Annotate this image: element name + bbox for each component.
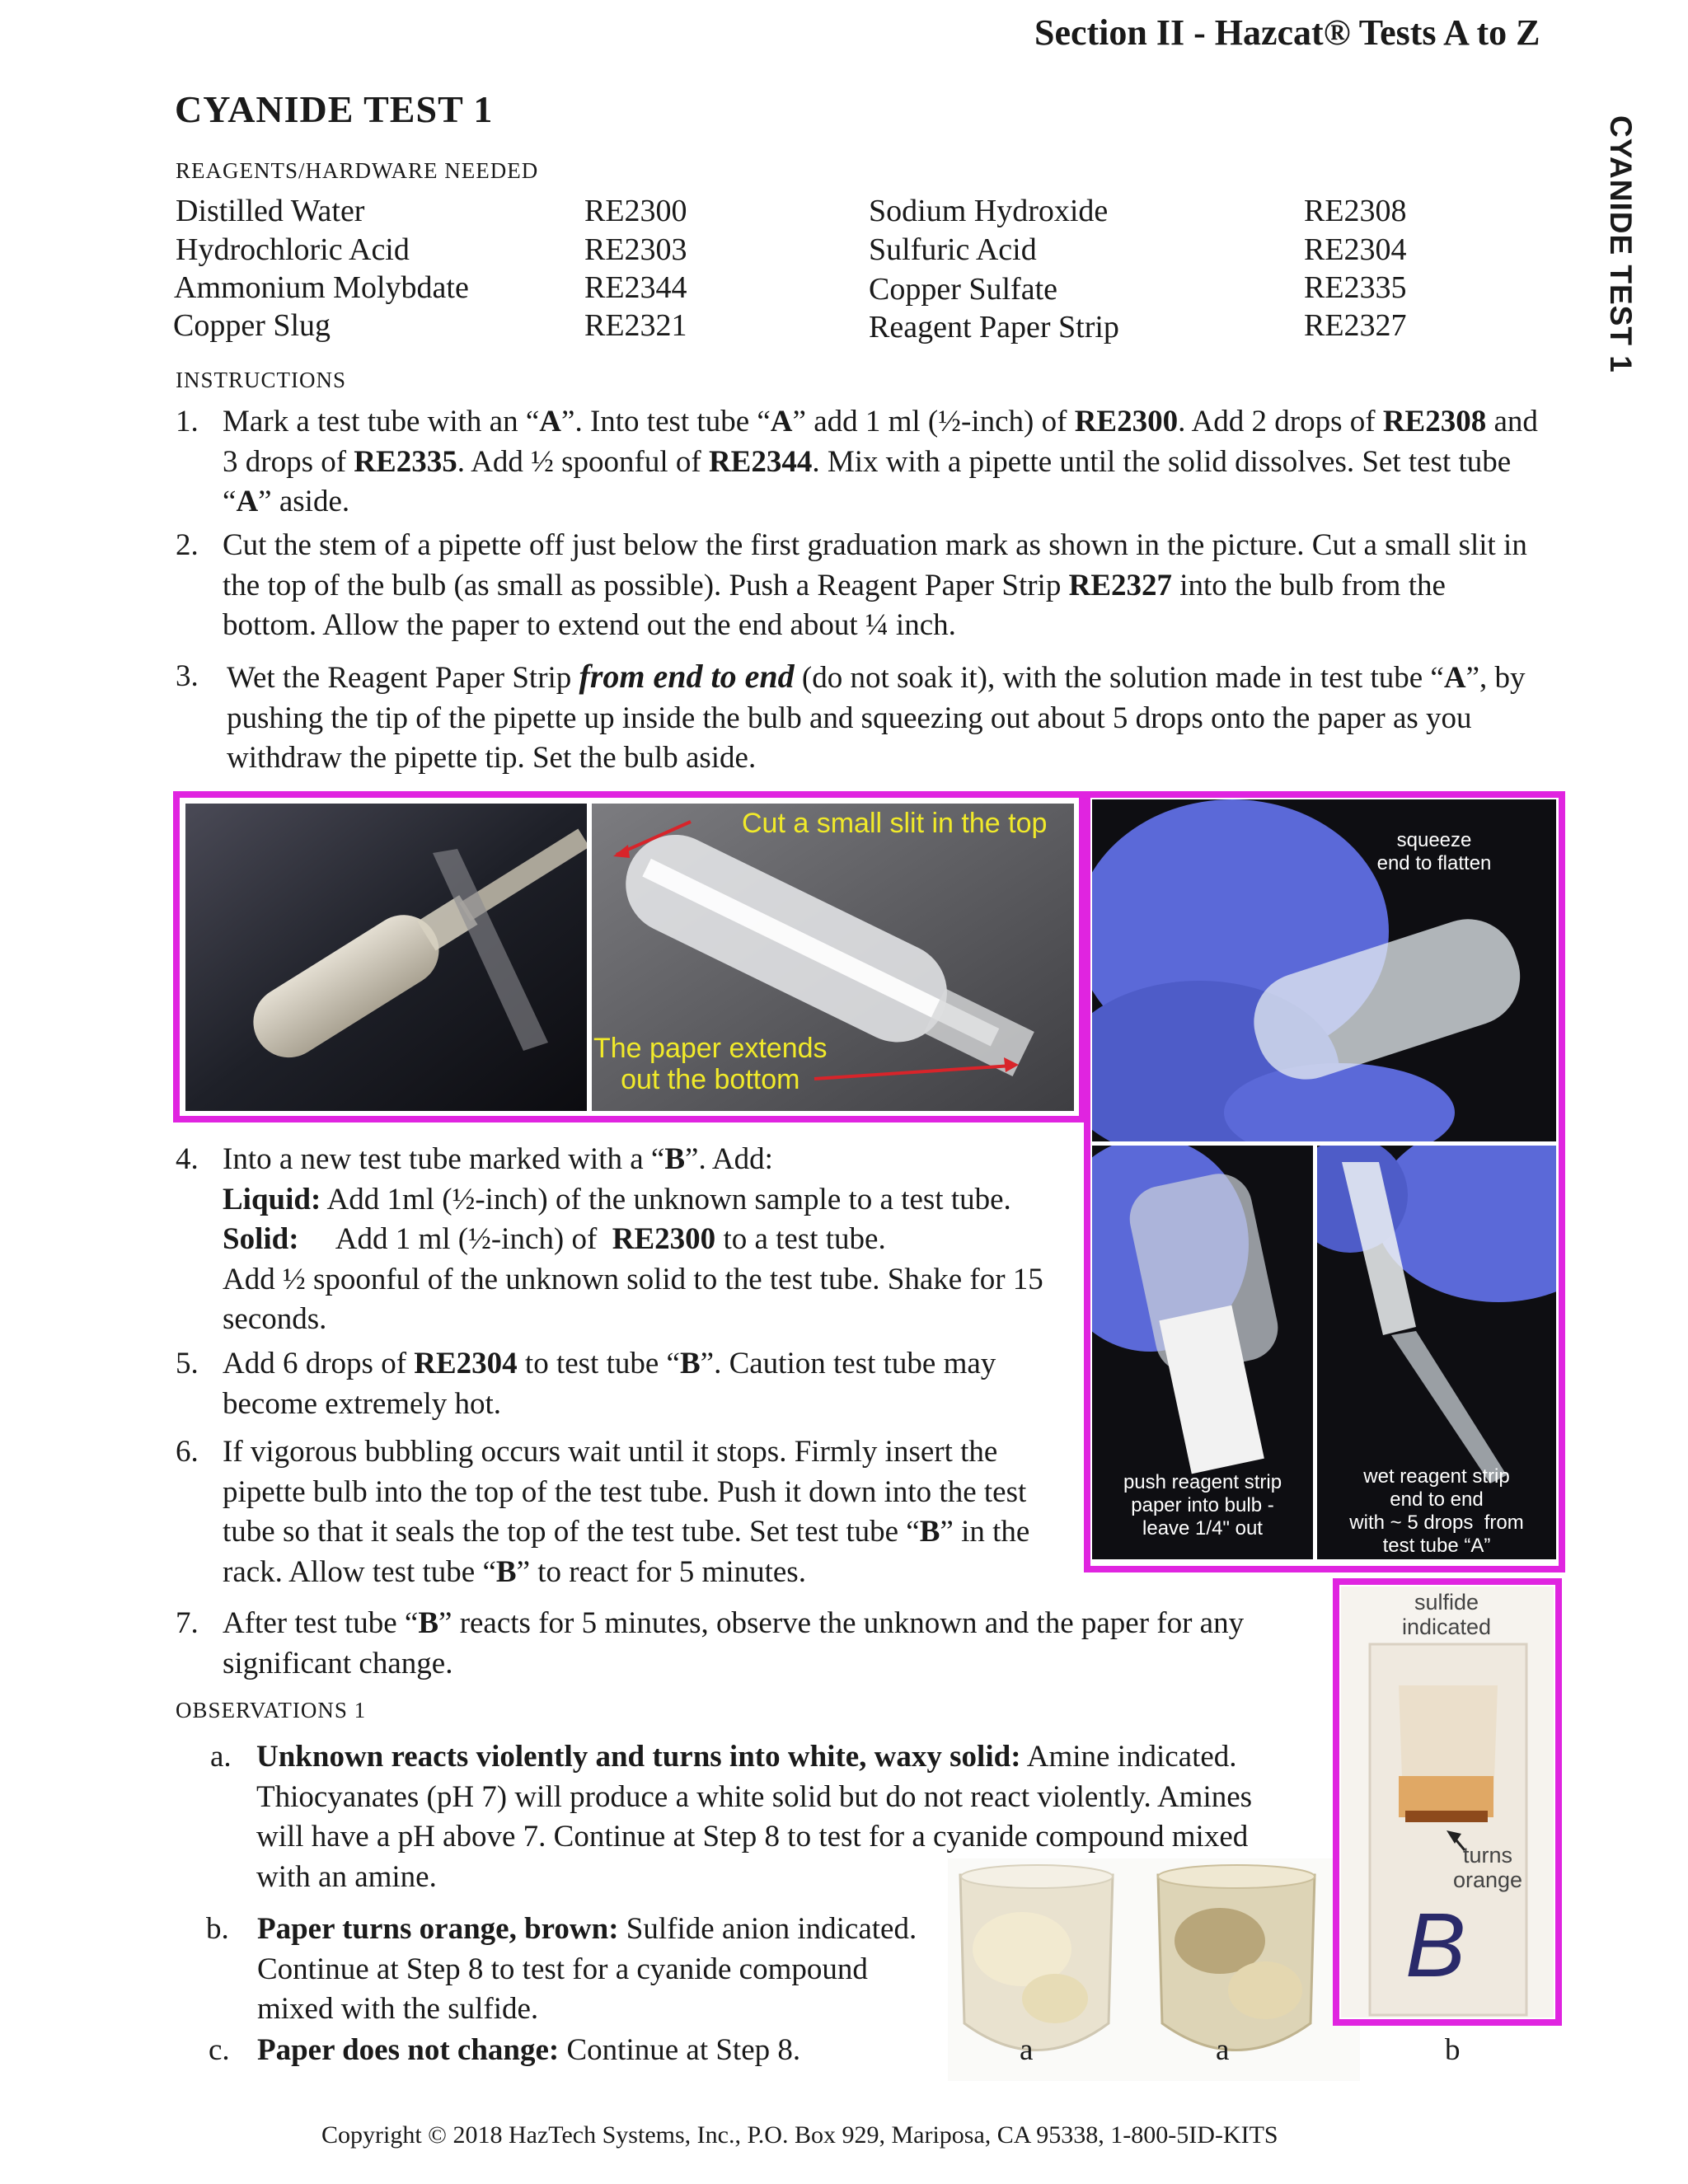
tube-label: A [539, 405, 562, 438]
waxy-solid-illustration [948, 1858, 1360, 2081]
tube-label: A [1443, 661, 1466, 695]
step-text: . Mix with a pipette until the solid dissolves. Set test tube “ [223, 444, 1512, 518]
instructions-heading: INSTRUCTIONS [176, 368, 347, 392]
reagent-code: RE2304 [1304, 232, 1407, 267]
reagent-name: Sulfuric Acid [869, 232, 1037, 267]
reagent-name: Ammonium Molybdate [174, 270, 469, 305]
observations-heading: OBSERVATIONS 1 [176, 1698, 367, 1722]
instruction-step-1 [176, 402, 1544, 523]
step-line [223, 1180, 1082, 1221]
copyright-footer: Copyright © 2018 HazTech Systems, Inc., P.O. Box 929, Mariposa, CA 95338, 1-800-5ID-KITS [321, 2121, 1278, 2149]
step-number: 4. [176, 1142, 199, 1176]
reagent-code: RE2308 [1382, 405, 1487, 438]
step-line: Add ½ spoonful of the unknown solid to the test tube. Shake for 15 seconds. [223, 1262, 1043, 1336]
section-header: Section II - Hazcat® Tests A to Z [1034, 12, 1540, 53]
step-text: ”. Caution test tube may become extremely hot. [223, 1347, 996, 1421]
step-text: into the bulb from the bottom. Allow the paper to extend out the end about ¼ inch. [223, 568, 1446, 642]
pipette-cut-photo [185, 804, 587, 1111]
step-line [223, 1220, 1082, 1260]
cup-label: a [1020, 2033, 1034, 2067]
step-text: to a test tube. [715, 1222, 886, 1256]
slit-caption: Cut a small slit in the top [742, 808, 1048, 839]
step-text: ” aside. [258, 485, 350, 518]
reagent-code: RE2300 [584, 194, 687, 228]
observation-letter: b. [206, 1912, 229, 1946]
step-number: 5. [176, 1347, 199, 1380]
observation-c [209, 2031, 950, 2071]
reagent-code: RE2300 [612, 1222, 716, 1256]
step-text: to test tube “ [517, 1347, 680, 1380]
reagent-code: RE2300 [1074, 405, 1179, 438]
step-text: Add 1ml (½-inch) of the unknown sample to a test tube. [321, 1182, 1011, 1216]
reagent-name: Distilled Water [176, 194, 365, 228]
reagents-heading: REAGENTS/HARDWARE NEEDED [176, 158, 539, 183]
tube-label: B [679, 1347, 701, 1380]
step-text: ”, by pushing the tip of the pipette up inside the bulb and squeezing out about 5 drops onto the paper as you withdraw the pipette tip. Set the bulb aside. [227, 661, 1526, 775]
waxy-solid-photos [948, 1858, 1360, 2081]
step-text: ” to react for 5 minutes. [516, 1554, 806, 1589]
step-text: ”. Add: [685, 1142, 773, 1176]
step-text: After test tube “ [223, 1606, 419, 1640]
liquid-label: Liquid: [223, 1182, 321, 1216]
observation-title: Unknown reacts violently and turns into white, waxy solid: [256, 1740, 1021, 1774]
step-text: (do not soak it), with the solution made in test tube “ [794, 661, 1444, 695]
step-number: 1. [176, 405, 199, 438]
wet-caption: wet reagent strip end to end with ~ 5 drops from test tube “A” [1349, 1465, 1524, 1557]
reagent-code: RE2327 [1068, 568, 1172, 602]
step-text: ” in the rack. Allow test tube “ [223, 1515, 1030, 1589]
push-caption: push reagent strip paper into bulb - leave 1/4" out [1123, 1471, 1282, 1540]
reagent-name: Copper Slug [173, 308, 331, 343]
reagent-code: RE2335 [1304, 270, 1407, 305]
instruction-step-3 [176, 657, 1556, 779]
step-text: Add 6 drops of [223, 1347, 415, 1380]
paper-caption: The paper extends out the bottom [593, 1033, 828, 1095]
tube-label: B [495, 1554, 517, 1589]
side-tab-label: CYANIDE TEST 1 [1604, 115, 1638, 373]
step-line [223, 1140, 1082, 1180]
instruction-step-7 [176, 1604, 1255, 1684]
reagent-name: Sodium Hydroxide [869, 194, 1109, 228]
tube-label: B [919, 1515, 940, 1549]
tube-label: B [664, 1142, 686, 1176]
instruction-step-4 [176, 1140, 1082, 1340]
reagent-code: RE2344 [708, 444, 813, 479]
solid-label: Solid: [223, 1222, 299, 1256]
reagent-code: RE2344 [584, 270, 687, 305]
orange-caption: turns orange [1452, 1843, 1523, 1892]
reagent-name: Copper Sulfate [869, 272, 1058, 307]
reagent-name: Reagent Paper Strip [869, 310, 1119, 344]
reagent-code: RE2327 [1304, 308, 1407, 343]
squeeze-caption: squeeze end to flatten [1376, 829, 1492, 874]
observation-letter: c. [209, 2033, 230, 2067]
step-text: and 3 drops of [223, 405, 1538, 479]
step-text: Mark a test tube with an “ [223, 405, 540, 438]
reagent-code: RE2335 [354, 444, 457, 479]
emphasis-text: from end to end [579, 658, 795, 695]
observation-b [206, 1910, 931, 2030]
reagent-name: Hydrochloric Acid [176, 232, 410, 267]
step-text: Add 1 ml (½-inch) of [298, 1222, 612, 1256]
reagent-code: RE2303 [584, 232, 687, 267]
instruction-step-2 [176, 526, 1544, 646]
instruction-step-6 [176, 1432, 1078, 1592]
step-number: 6. [176, 1435, 199, 1469]
step-number: 3. [176, 659, 199, 693]
tube-label: B [418, 1606, 439, 1640]
reagent-row [176, 193, 364, 229]
reagent-code: RE2308 [1304, 194, 1407, 228]
step-number: 2. [176, 528, 199, 562]
cup-label: b [1445, 2033, 1461, 2067]
step-text: Cut the stem of a pipette off just below the first graduation mark as shown in the picture. Cut a small slit in the top of the bulb (as small as possible). Push a Reagent Paper Strip [223, 528, 1527, 602]
observation-text: Continue at Step 8. [559, 2033, 801, 2067]
step-text: If vigorous bubbling occurs wait until it stops. Firmly insert the pipette bulb into the top of the test tube. Push it down into the test tube so that it seals the top of the test tube. Set test tube “ [223, 1435, 1027, 1549]
step-text: . Add ½ spoonful of [457, 444, 709, 479]
tube-marker-letter: B [1405, 1895, 1466, 1996]
tube-label: A [236, 485, 259, 518]
cup-right [1158, 1865, 1315, 2050]
step-text: . Add 2 drops of [1178, 405, 1383, 438]
reagent-code: RE2321 [584, 308, 687, 343]
tube-label: A [770, 405, 793, 438]
step-text: ” reacts for 5 minutes, observe the unknown and the paper for any significant change. [223, 1606, 1245, 1680]
sulfide-caption: sulfide indicated [1401, 1590, 1492, 1639]
pipette-cut-illustration [185, 804, 587, 1111]
instruction-step-5 [176, 1344, 1057, 1424]
page-title: CYANIDE TEST 1 [175, 88, 494, 130]
observation-text: Amine indicated. Thiocyanates (pH 7) will produce a white solid but do not react violently. Amines will have a pH above 7. Continue at Step 8 to test for a cyanide compound mixed with an amine. [256, 1740, 1253, 1894]
observation-letter: a. [210, 1740, 232, 1774]
observation-title: Paper does not change: [257, 2033, 560, 2067]
step-text: Wet the Reagent Paper Strip [227, 661, 579, 695]
step-text: ” add 1 ml (½-inch) of [792, 405, 1075, 438]
reagent-code: RE2304 [414, 1347, 518, 1380]
step-text: ”. Into test tube “ [561, 405, 771, 438]
step-number: 7. [176, 1606, 199, 1640]
observation-title: Paper turns orange, brown: [257, 1912, 619, 1946]
step-text: Into a new test tube marked with a “ [223, 1142, 665, 1176]
cup-left [960, 1865, 1113, 2050]
observation-text: Sulfide anion indicated. Continue at Step 8 to test for a cyanide compound mixed with the sulfide. [257, 1912, 917, 2026]
cup-label: a [1216, 2033, 1230, 2067]
